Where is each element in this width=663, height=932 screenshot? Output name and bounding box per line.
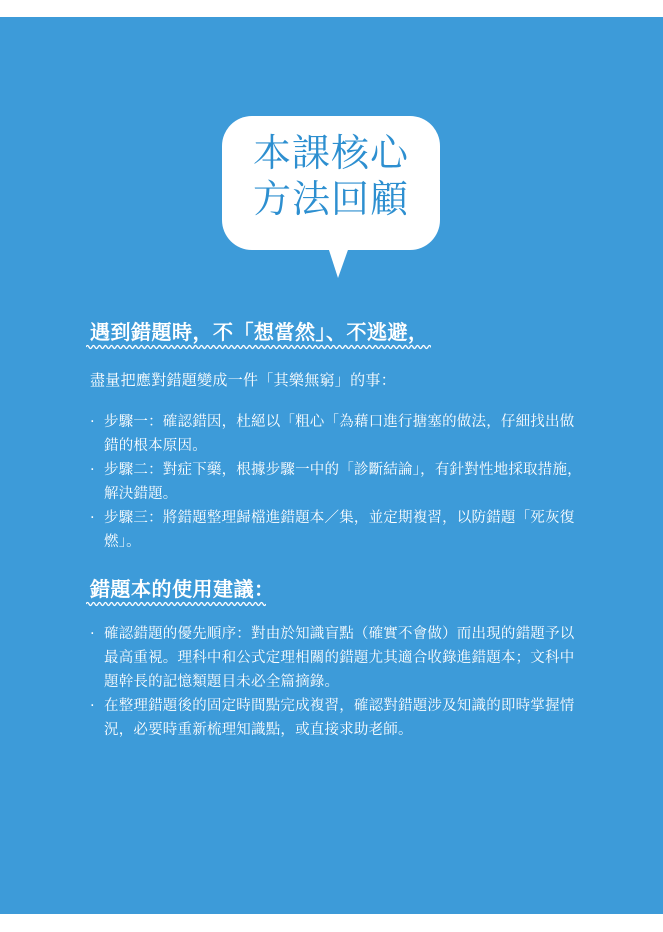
speech-bubble-tail [328,247,349,278]
item-line-1: 步驟三：將錯題整理歸檔進錯題本／集，並定期複習，以防錯題「死灰復 [104,510,575,526]
bullet-dot: · [90,626,95,642]
bullet-dot: · [90,698,95,714]
bullet-dot: · [90,510,95,526]
bubble-title-line-2: 方法回顧 [252,177,409,221]
bubble-title-line-1: 本課核心 [252,131,409,175]
section1-heading: 遇到錯題時，不「想當然」、不逃避， [90,320,429,344]
item-line-1: 確認錯題的優先順序：對由於知識盲點（確實不會做）而出現的錯題予以 [104,626,575,642]
blue-panel [0,17,663,914]
item-line-2: 解決錯題。 [104,486,178,502]
item-line-3: 題幹長的記憶類題目未必全篇摘錄。 [104,674,340,690]
speech-bubble [222,116,440,250]
item-line-2: 況，必要時重新梳理知識點，或直接求助老師。 [104,722,413,738]
section1-intro: 盡量把應對錯題變成一件「其樂無窮」的事： [90,371,397,389]
bullet-dot: · [90,414,95,430]
item-line-1: 步驟一：確認錯因，杜絕以「粗心「為藉口進行搪塞的做法，仔細找出做 [104,414,575,430]
section2-wavy-underline [86,600,266,608]
item-line-1: 步驟二：對症下藥，根據步驟一中的「診斷結論」，有針對性地採取措施， [104,462,582,478]
item-line-2: 錯的根本原因。 [104,438,207,454]
item-line-1: 在整理錯題後的固定時間點完成複習，確認對錯題涉及知識的即時掌握情 [104,698,575,714]
section2-heading: 錯題本的使用建議： [90,577,275,601]
section1-wavy-underline [86,343,431,351]
item-line-2: 最高重視。理科中和公式定理相關的錯題尤其適合收錄進錯題本；文科中 [104,650,575,666]
item-line-2: 燃」。 [104,534,141,550]
bullet-dot: · [90,462,95,478]
